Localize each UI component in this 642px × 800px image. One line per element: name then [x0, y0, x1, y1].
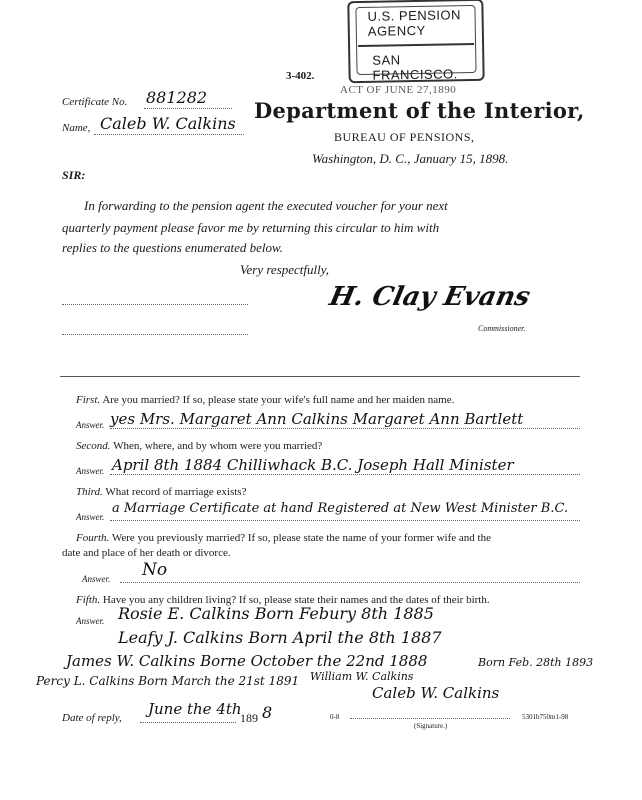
claimant-name: Caleb W. Calkins — [100, 114, 236, 133]
form-code: 0-8 — [330, 713, 340, 721]
q2-text — [76, 440, 322, 452]
q2-question: When, where, and by whom were you married? — [113, 440, 323, 452]
q5-answer-line-3: James W. Calkins Borne October the 22nd 1888 — [66, 652, 428, 670]
certificate-line — [144, 108, 232, 109]
q2-prefix: Second. — [76, 440, 111, 452]
signature-label: (Signature.) — [414, 722, 448, 730]
q1-question: Are you married? If so, please state your wife's full name and her maiden name. — [102, 394, 455, 406]
q1-answer-line — [110, 428, 580, 429]
q2-answer: April 8th 1884 Chilliwhack B.C. Joseph Hall Minister — [112, 456, 514, 474]
closing: Very respectfully, — [240, 262, 330, 277]
signature-line — [350, 718, 510, 719]
print-code: 5301b750m1-98 — [522, 713, 569, 721]
q4-prefix: Fourth. — [76, 532, 110, 544]
date-of-reply-label: Date of reply, — [62, 712, 122, 724]
body-text-line-3: replies to the questions enumerated below. — [62, 240, 283, 255]
form-number: 3-402. — [286, 70, 315, 82]
bureau-title: BUREAU OF PENSIONS, — [334, 130, 475, 144]
q4-answer-line — [120, 582, 580, 583]
q5-prefix: Fifth. — [76, 594, 101, 606]
salutation: SIR: — [62, 168, 86, 182]
name-line — [94, 134, 244, 135]
name-label: Name, — [62, 122, 91, 134]
q5-answer-line-5: Percy L. Calkins Born March the 21st 1891 — [36, 674, 300, 688]
q5-question: Have you any children living? If so, please state their names and the dates of their birth. — [102, 594, 490, 606]
stamp-line-2: SAN FRANCISCO. — [372, 52, 458, 83]
q5-answer-line-1: Rosie E. Calkins Born Febury 8th 1885 — [118, 604, 434, 623]
q3-text — [76, 486, 246, 498]
pension-agency-stamp — [347, 0, 484, 83]
q5-answer-line-2: Leafy J. Calkins Born April the 8th 1887 — [118, 628, 442, 647]
certificate-label: Certificate No. — [62, 96, 128, 108]
date-of-reply-value: June the 4th — [148, 700, 242, 718]
date-line — [140, 722, 236, 723]
q3-answer-label: Answer. — [76, 512, 105, 522]
q1-prefix: First. — [76, 394, 101, 406]
q2-answer-label: Answer. — [76, 466, 105, 476]
commissioner-signature: H. Clay Evans — [326, 282, 533, 312]
blank-line-1 — [62, 304, 248, 305]
q2-answer-line — [110, 474, 580, 475]
certificate-number: 881282 — [146, 88, 208, 107]
section-divider — [60, 376, 580, 377]
q3-question: What record of marriage exists? — [105, 486, 247, 498]
q3-answer-line — [110, 520, 580, 521]
q1-text — [76, 394, 454, 406]
q4-text — [76, 532, 491, 544]
q4-answer: No — [142, 560, 168, 580]
q1-answer-label: Answer. — [76, 420, 105, 430]
body-text-line-1: In forwarding to the pension agent the executed voucher for your next — [84, 198, 448, 213]
place-date: Washington, D. C., January 15, 1898. — [312, 151, 509, 166]
q4-question: Were you previously married? If so, please state the name of your former wife and the — [111, 532, 491, 544]
signed-name: Caleb W. Calkins — [372, 684, 500, 702]
commissioner-label: Commissioner. — [478, 324, 526, 333]
q4-answer-label: Answer. — [82, 574, 111, 584]
q4-question-line-2: date and place of her death or divorce. — [62, 547, 231, 559]
body-text-line-2: quarterly payment please favor me by returning this circular to him with — [62, 220, 440, 235]
q1-answer: yes Mrs. Margaret Ann Calkins Margaret Ann Bartlett — [110, 410, 524, 428]
act-stamp: ACT OF JUNE 27,1890 — [340, 84, 457, 96]
blank-line-2 — [62, 334, 248, 335]
q5-answer-label: Answer. — [76, 616, 105, 626]
q5-answer-line-6: William W. Calkins — [310, 670, 414, 683]
year-prefix: 189 — [240, 711, 258, 725]
q3-prefix: Third. — [76, 486, 103, 498]
department-title: Department of the Interior, — [254, 98, 585, 123]
q3-answer: a Marriage Certificate at hand Registered at New West Minister B.C. — [112, 501, 569, 516]
year-value: 8 — [262, 703, 273, 722]
stamp-line-1: U.S. PENSION AGENCY — [367, 7, 462, 39]
q5-answer-line-4: Born Feb. 28th 1893 — [478, 656, 594, 669]
